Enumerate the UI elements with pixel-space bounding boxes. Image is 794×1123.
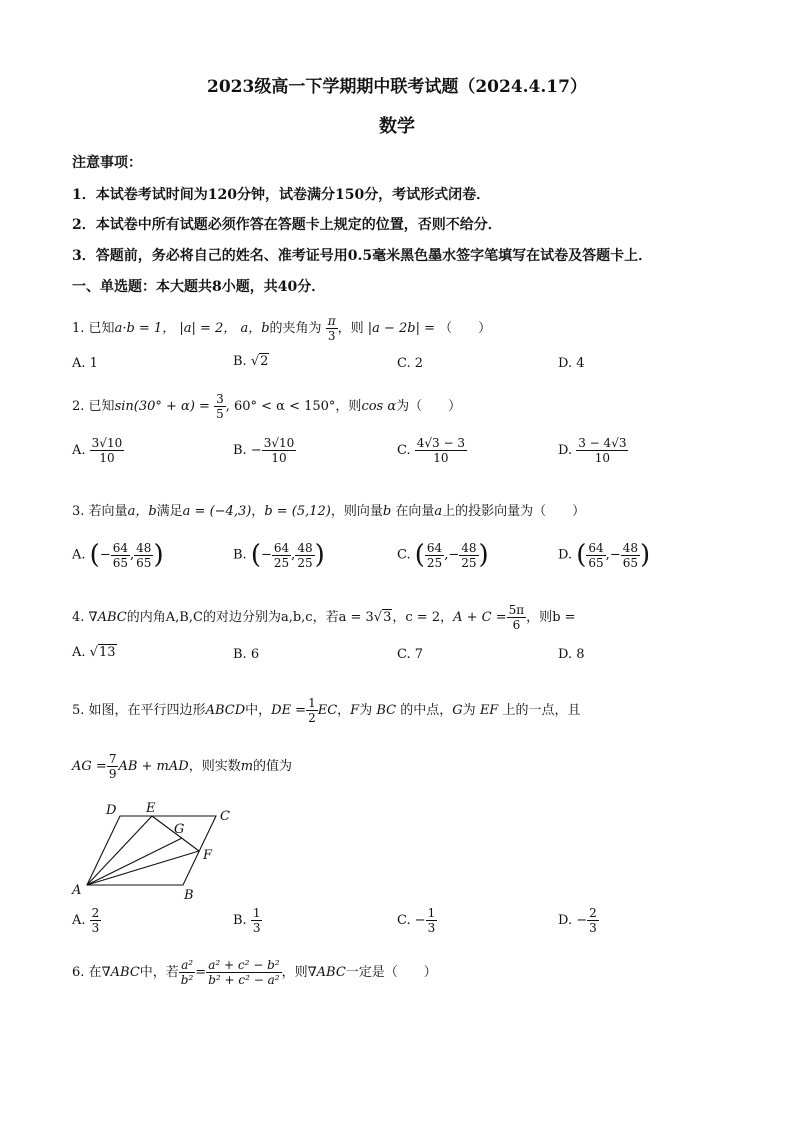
exam-title: 2023级高一下学期期中联考试题（2024.4.17） — [207, 77, 587, 97]
option-d: D. − $\frac{2}{3}$ — [558, 906, 597, 935]
option-a: A. $\frac{3√10}{10}$ — [72, 436, 123, 465]
option-c: C. $\frac{4√3 - 3}{10}$ — [397, 436, 465, 465]
label-g: G — [174, 822, 185, 837]
label-b: B — [184, 888, 194, 903]
fraction: $\frac{\text{a² + c² − b²}}{\text{b² + c² − a²}}$ — [208, 958, 280, 987]
parallelogram-figure — [68, 800, 238, 905]
note-item: 3．答题前，务必将自己的姓名、准考证号用0.5毫米黑色墨水签字笔填写在试卷及答题卡上． — [72, 248, 653, 264]
question-number: 2. — [72, 399, 85, 414]
option-d: D. ( $\frac{64}{65}$ ,− $\frac{48}{65}$ ) — [558, 540, 651, 570]
option-d: D. 4 — [558, 356, 585, 371]
fraction: $\frac{1}{2}$ — [308, 696, 316, 725]
label-a: A — [72, 883, 82, 898]
question-number: 4. — [72, 610, 85, 625]
subject-title: 数学 — [379, 116, 415, 137]
option-d: D. $\frac{3 - 4√3}{10}$ — [558, 436, 627, 465]
question-3: 3. 若向量a，b满足a = (−4,3)，b = (5,12)，则向量b 在向量a上的投影向量为（ ） — [72, 504, 586, 519]
note-item: 2．本试卷中所有试题必须作答在答题卡上规定的位置，否则不给分． — [72, 217, 502, 233]
segment-ag — [87, 838, 182, 885]
question-number: 5. — [72, 703, 85, 718]
fraction: $\frac{5\pi}{6}$ — [508, 603, 525, 632]
option-a: A. √13 — [72, 645, 116, 660]
section-title: 一、单选题：本大题共8小题，共40分． — [72, 279, 326, 295]
question-5-line-2: AG = $\frac{7}{9}$ AB + mAD，则实数m的值为 — [72, 752, 293, 781]
question-5: 5. 如图，在平行四边形ABCD中，DE = $\frac{1}{2}$ EC，F为 BC 的中点，G为 EF 上的一点，且 — [72, 696, 581, 725]
label-d: D — [106, 803, 117, 818]
option-a: A. (− $\frac{64}{65}$ , $\frac{48}{65}$ ) — [72, 540, 164, 570]
option-c: C. 2 — [397, 356, 424, 371]
question-6: 6. 在∇ABC中，若 $\frac{\text{a²}}{\text{b²}}$ = $\frac{\text{a² + c² − b²}}{\text{b² + c² − a²}}$ ，则∇ABC一定是（ ） — [72, 958, 437, 987]
fraction: $\frac{7}{9}$ — [108, 752, 117, 781]
fraction: $\frac{\text{a²}}{\text{b²}}$ — [180, 958, 194, 987]
option-b: B. − $\frac{3√10}{10}$ — [233, 436, 295, 465]
question-2: 2. 已知sin(30° + α) = $\frac{3}{5}$ , 60° < α < 150°，则cos α为（ ） — [72, 392, 462, 421]
option-c: C. − $\frac{1}{3}$ — [397, 906, 436, 935]
option-b: B. $\frac{1}{3}$ — [233, 906, 261, 935]
fraction: $\frac{\pi}{3}$ — [327, 314, 336, 343]
notes-heading: 注意事项： — [72, 155, 142, 171]
question-1: 1. 已知a·b = 1， |a| = 2， a，b的夹角为 $\frac{\pi}{3}$ ，则 |a − 2b| = （ ） — [72, 314, 492, 343]
question-number: 3. — [72, 504, 85, 519]
option-b: B. 6 — [233, 647, 260, 662]
option-c: C. 7 — [397, 647, 424, 662]
label-f: F — [203, 848, 213, 863]
question-number: 1. — [72, 321, 85, 336]
question-4: 4. ∇ABC的内角A,B,C的对边分别为a,b,c，若a = 3√3，c = 2，A + C = $\frac{5\pi}{6}$ ，则b = — [72, 603, 576, 632]
option-c: C. ( $\frac{64}{25}$ ,− $\frac{48}{25}$ ) — [397, 540, 489, 570]
parallelogram-abcd — [87, 816, 216, 885]
option-b: B. (− $\frac{64}{25}$ , $\frac{48}{25}$ ) — [233, 540, 325, 570]
option-a: A. $\frac{2}{3}$ — [72, 906, 100, 935]
option-a: A. 1 — [72, 356, 98, 371]
note-item: 1．本试卷考试时间为120分钟，试卷满分150分，考试形式闭卷． — [72, 187, 491, 203]
question-number: 6. — [72, 965, 85, 980]
label-e: E — [146, 801, 156, 816]
option-b: B. √2 — [233, 354, 269, 369]
fraction: $\frac{3}{5}$ — [216, 392, 224, 421]
segment-af — [87, 851, 199, 885]
label-c: C — [220, 809, 230, 824]
option-d: D. 8 — [558, 647, 585, 662]
